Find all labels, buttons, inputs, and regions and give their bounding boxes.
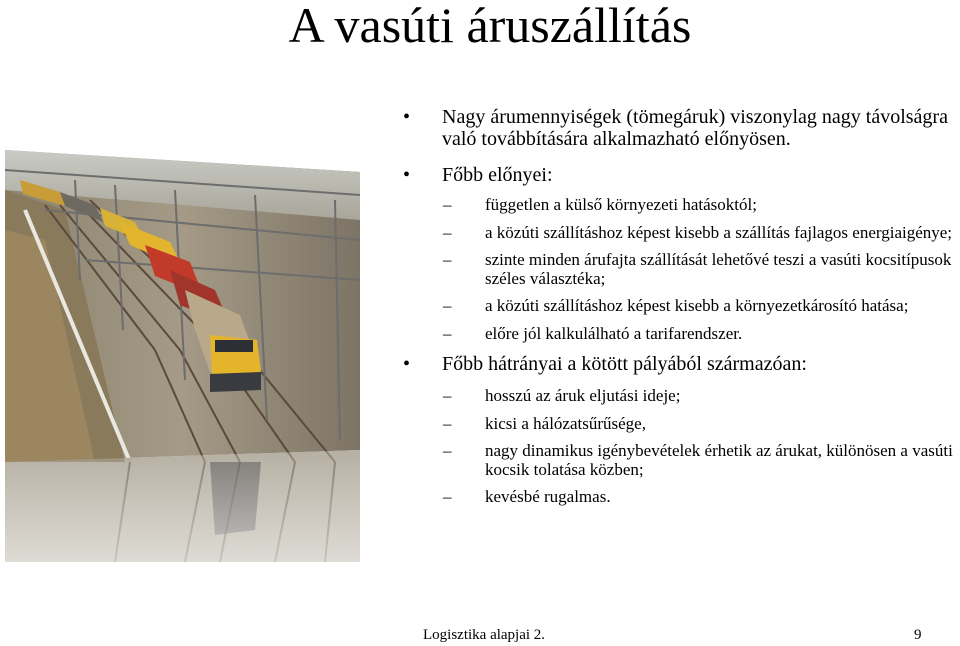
sub-item-text: a közúti szállításhoz képest kisebb a környezetkárosító hatása; bbox=[485, 296, 909, 315]
sub-item bbox=[400, 196, 960, 215]
sub-item bbox=[400, 251, 960, 288]
bullet-text: Főbb hátrányai a kötött pályából származóan: bbox=[442, 353, 807, 375]
dash-marker: – bbox=[443, 413, 452, 433]
footer-course-title: Logisztika alapjai 2. bbox=[423, 627, 546, 643]
dash-marker: – bbox=[443, 386, 452, 405]
sub-item bbox=[400, 415, 960, 434]
bullet-text: Főbb előnyei: bbox=[442, 164, 553, 186]
dash-marker: – bbox=[443, 296, 452, 315]
dash-marker: – bbox=[443, 441, 452, 460]
bullet-list bbox=[400, 100, 960, 507]
bullet-item bbox=[400, 164, 960, 186]
sub-item-text: nagy dinamikus igénybevételek érhetik az árukat, különösen a vasúti kocsik tolatása közben; bbox=[485, 441, 953, 479]
dash-marker: – bbox=[443, 323, 452, 343]
sub-item bbox=[400, 488, 960, 507]
sub-item-text: kicsi a hálózatsűrűsége, bbox=[485, 413, 646, 433]
bullet-text: Nagy árumennyiségek (tömegáruk) viszonylag nagy távolságra való továbbítására alkalmazható előnyösen. bbox=[442, 106, 948, 150]
page-number: 9 bbox=[914, 627, 922, 643]
bullet-marker: • bbox=[403, 164, 411, 186]
bullet-marker: • bbox=[403, 353, 411, 375]
sub-item-text: kevésbé rugalmas. bbox=[485, 487, 611, 506]
slide-title: A vasúti áruszállítás bbox=[288, 0, 692, 53]
dash-marker: – bbox=[443, 250, 452, 269]
sub-item-text: a közúti szállításhoz képest kisebb a szállítás fajlagos energiaigénye; bbox=[485, 222, 953, 242]
bullet-item bbox=[400, 353, 960, 375]
sub-item bbox=[400, 297, 960, 316]
sub-item-text: előre jól kalkulálható a tarifarendszer. bbox=[485, 323, 743, 343]
sub-item-text: hosszú az áruk eljutási ideje; bbox=[485, 386, 681, 405]
sub-item bbox=[400, 387, 960, 406]
sub-item bbox=[400, 325, 960, 344]
dash-marker: – bbox=[443, 195, 452, 214]
sub-item-text: független a külső környezeti hatásoktól; bbox=[485, 195, 757, 214]
bullet-item bbox=[400, 106, 960, 150]
sub-item bbox=[400, 224, 960, 243]
freight-train-photo bbox=[5, 150, 360, 562]
dash-marker: – bbox=[443, 487, 452, 506]
dash-marker: – bbox=[443, 222, 452, 242]
bullet-marker: • bbox=[403, 106, 411, 128]
sub-item-text: szinte minden árufajta szállítását lehetővé teszi a vasúti kocsitípusok széles választéka; bbox=[485, 250, 952, 288]
sub-item bbox=[400, 442, 960, 479]
